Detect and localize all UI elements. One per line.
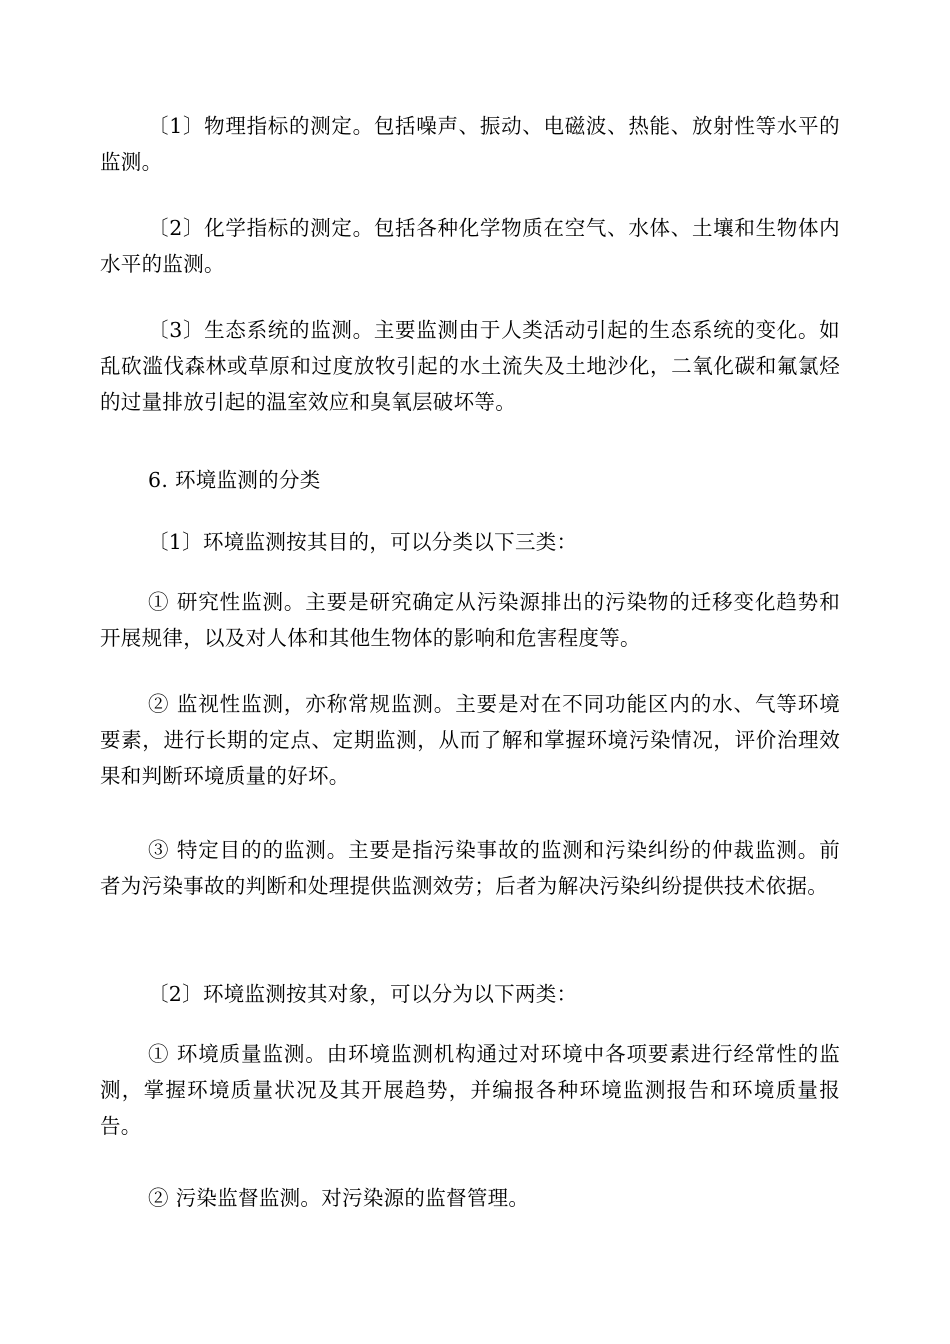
- paragraph-by-purpose: 〔1〕环境监测按其目的，可以分类以下三类：: [148, 530, 578, 554]
- paragraph-pollution-supervision-monitoring: ② 污染监督监测。对污染源的监督管理。: [148, 1186, 530, 1210]
- paragraph-surveillance-monitoring: ② 监视性监测，亦称常规监测。主要是对在不同功能区内的水、气等环境要素，进行长期的定点、定期监测，从而了解和掌握环境污染情况，评价治理效果和判断环境质量的好坏。: [100, 692, 840, 788]
- paragraph-environmental-quality-monitoring: ① 环境质量监测。由环境监测机构通过对环境中各项要素进行经常性的监测，掌握环境质量状况及其开展趋势，并编报各种环境监测报告和环境质量报告。: [100, 1042, 840, 1138]
- section-heading-classification: 6. 环境监测的分类: [148, 468, 321, 492]
- paragraph-ecosystem-monitoring: 〔3〕生态系统的监测。主要监测由于人类活动引起的生态系统的变化。如乱砍滥伐森林或草原和过度放牧引起的水土流失及土地沙化，二氧化碳和氟氯烃的过量排放引起的温室效应和臭氧层破坏等。: [100, 318, 840, 414]
- paragraph-by-object: 〔2〕环境监测按其对象，可以分为以下两类：: [148, 982, 578, 1006]
- paragraph-chemical-indicators: 〔2〕化学指标的测定。包括各种化学物质在空气、水体、土壤和生物体内水平的监测。: [100, 216, 840, 276]
- paragraph-research-monitoring: ① 研究性监测。主要是研究确定从污染源排出的污染物的迁移变化趋势和开展规律，以及对人体和其他生物体的影响和危害程度等。: [100, 590, 840, 650]
- paragraph-physical-indicators: 〔1〕物理指标的测定。包括噪声、振动、电磁波、热能、放射性等水平的监测。: [100, 114, 840, 174]
- paragraph-specific-purpose-monitoring: ③ 特定目的的监测。主要是指污染事故的监测和污染纠纷的仲裁监测。前者为污染事故的判断和处理提供监测效劳；后者为解决污染纠纷提供技术依据。: [100, 838, 840, 898]
